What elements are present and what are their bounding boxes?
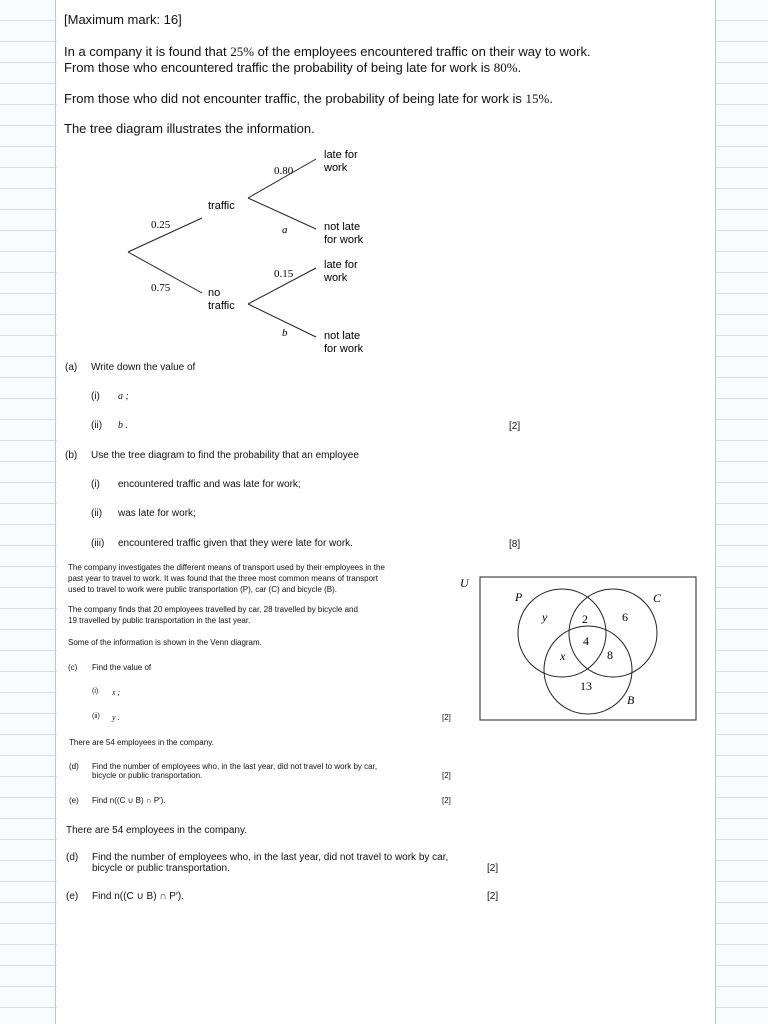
- part-c-marks: [2]: [442, 713, 451, 722]
- small-part-e-label: (e): [69, 796, 79, 805]
- intro-line-2: [64, 60, 521, 76]
- venn-region-c-only: 6: [622, 610, 628, 624]
- footer-part-d-marks: [2]: [487, 863, 499, 874]
- intro-line-3: [64, 91, 553, 107]
- part-a-label: (a): [65, 362, 78, 373]
- part-a-marks: [2]: [509, 421, 521, 432]
- small-part-d-line-2: bicycle or public transportation.: [92, 771, 203, 780]
- tree-p-not-late-traffic: a: [282, 224, 288, 236]
- tree-outcome-late-2a: late for: [324, 259, 358, 271]
- intro-pct-late-no-traffic: 15%: [525, 91, 550, 106]
- footer-part-d-line-2: bicycle or public transportation.: [92, 863, 230, 874]
- intro-line-3a: From those who did not encounter traffic, the probability of being late for work is: [64, 91, 526, 106]
- venn-info-line: Some of the information is shown in the Venn diagram.: [68, 638, 262, 647]
- venn-region-cb: 8: [607, 648, 613, 662]
- venn-region-x: x: [560, 649, 566, 663]
- part-a-i-label: (i): [91, 391, 100, 402]
- intro-line-1b: of the employees encountered traffic on their way to work.: [254, 44, 591, 59]
- part-c-text: Find the value of: [92, 663, 152, 672]
- venn-set-c-label: C: [653, 591, 662, 605]
- tree-p-late-traffic: 0.80: [274, 165, 294, 177]
- tree-diagram: [120, 140, 450, 360]
- left-margin-line: [55, 0, 56, 1024]
- tree-outcome-not-late-2b: for work: [324, 343, 364, 355]
- small-part-d-marks: [2]: [442, 771, 451, 780]
- tree-outcome-late-1b: work: [324, 162, 348, 174]
- part-b-iii-text: encountered traffic given that they were late for work.: [118, 538, 353, 549]
- part-b-label: (b): [65, 450, 78, 461]
- part-c-ii-label: (ii): [92, 713, 100, 720]
- tree-no-traffic-label-1: no: [208, 287, 221, 299]
- part-c-label: (c): [68, 663, 78, 672]
- intro-line-1: [64, 44, 591, 60]
- part-c-i-label: (i): [92, 688, 99, 695]
- venn-region-pcb: 4: [583, 634, 589, 648]
- venn-intro-line-1: The company investigates the different means of transport used by their employees in the: [68, 563, 385, 572]
- part-a-ii-label: (ii): [91, 420, 103, 431]
- intro-pct-late-traffic: 80%: [493, 60, 518, 75]
- intro-line-4: The tree diagram illustrates the information.: [64, 121, 315, 136]
- tree-outcome-not-late-1b: for work: [324, 234, 364, 246]
- tree-outcome-late-2b: work: [324, 272, 348, 284]
- tree-traffic-label: traffic: [208, 200, 235, 212]
- part-b-ii-label: (ii): [91, 508, 103, 519]
- footer-part-d-label: (d): [66, 852, 79, 863]
- footer-part-d-line-1: Find the number of employees who, in the last year, did not travel to work by car,: [92, 852, 449, 863]
- venn-circle-p: [518, 589, 606, 677]
- footer-part-e-marks: [2]: [487, 891, 499, 902]
- venn-region-b-only: 13: [580, 679, 592, 693]
- venn-set-b-label: B: [627, 693, 635, 707]
- right-margin-line: [715, 0, 716, 1024]
- tree-no-traffic-label-2: traffic: [208, 300, 235, 312]
- tree-p-no-traffic: 0.75: [151, 282, 171, 294]
- footer-part-e-text: Find n((C ∪ B) ∩ P′).: [92, 891, 184, 902]
- small-part-e-marks: [2]: [442, 796, 451, 805]
- max-mark: [Maximum mark: 16]: [64, 12, 182, 27]
- intro-line-1a: In a company it is found that: [64, 44, 231, 59]
- tree-outcome-not-late-1a: not late: [324, 221, 361, 233]
- venn-counts-line-1: The company finds that 20 employees travelled by car, 28 travelled by bicycle and: [68, 605, 358, 614]
- small-part-d-line-1: Find the number of employees who, in the last year, did not travel to work by car,: [92, 762, 378, 771]
- venn-universal-label: U: [460, 576, 469, 590]
- footer-total-line: There are 54 employees in the company.: [66, 825, 248, 836]
- part-a-i-text: a ;: [118, 391, 129, 402]
- small-part-d-label: (d): [69, 762, 79, 771]
- venn-circle-c: [569, 589, 657, 677]
- part-b-iii-label: (iii): [91, 538, 105, 549]
- part-b-ii-text: was late for work;: [118, 508, 196, 519]
- intro-pct-traffic: 25%: [230, 44, 255, 59]
- part-a-text: Write down the value of: [91, 362, 196, 373]
- venn-intro-line-3: used to travel to work were public transportation (P), car (C) and bicycle (B).: [68, 585, 337, 594]
- tree-outcome-late-1a: late for: [324, 149, 358, 161]
- part-b-i-label: (i): [91, 479, 100, 490]
- intro-line-2b: .: [517, 60, 522, 75]
- venn-universal-box: [480, 577, 696, 720]
- part-c-ii-text: y .: [112, 713, 120, 722]
- part-b-marks: [8]: [509, 539, 521, 550]
- tree-p-traffic: 0.25: [151, 219, 171, 231]
- venn-region-pc: 2: [582, 612, 588, 626]
- intro-line-2a: From those who encountered traffic the probability of being late for work is: [64, 60, 494, 75]
- venn-counts-line-2: 19 travelled by public transportation in the last year.: [68, 616, 251, 625]
- tree-outcome-not-late-2a: not late: [324, 330, 361, 342]
- tree-p-not-late-no-traffic: b: [282, 327, 288, 339]
- venn-intro-line-2: past year to travel to work. It was found that the three most common means of transport: [68, 574, 378, 583]
- small-part-e-text: Find n((C ∪ B) ∩ P′).: [92, 796, 166, 805]
- part-a-ii-text: b .: [118, 420, 128, 431]
- footer-part-e-label: (e): [66, 891, 79, 902]
- tree-p-late-no-traffic: 0.15: [274, 268, 294, 280]
- venn-set-p-label: P: [515, 590, 523, 604]
- question-sheet: [57, 0, 715, 1024]
- part-b-i-text: encountered traffic and was late for work;: [118, 479, 301, 490]
- venn-diagram: [455, 571, 705, 721]
- small-total-line: There are 54 employees in the company.: [69, 738, 214, 747]
- part-b-text: Use the tree diagram to find the probability that an employee: [91, 450, 359, 461]
- intro-line-3b: .: [549, 91, 553, 106]
- venn-region-y: y: [542, 610, 548, 624]
- part-c-i-text: x ;: [112, 688, 121, 697]
